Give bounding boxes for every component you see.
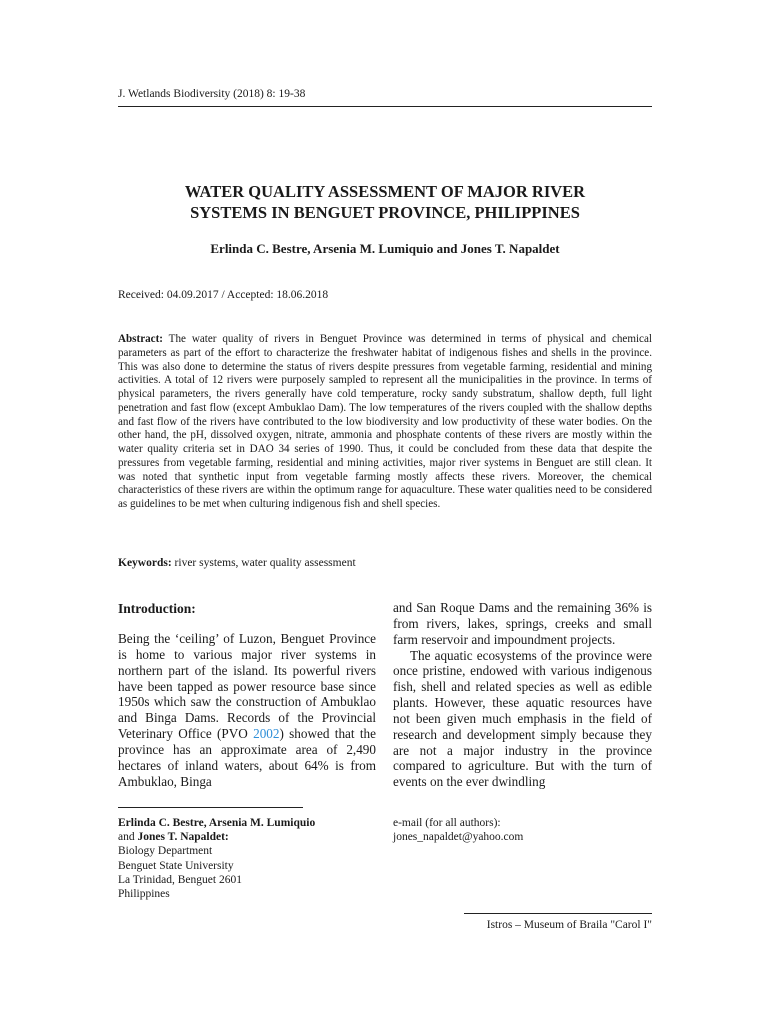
intro-right-paragraph-1: and San Roque Dams and the remaining 36% is from rivers, lakes, springs, creeks and small farm reservoir and impoundment projects. bbox=[393, 600, 652, 647]
footnote-and: and bbox=[118, 831, 138, 844]
intro-text-part1: Being the ‘ceiling’ of Luzon, Benguet Province is home to various major river systems in northern part of the island. Its powerful rivers have been tapped as power resource base since 1950s which saw the construction of Ambuklao and Binga Dams. Records of the Provincial Veterinary Office (PVO bbox=[118, 631, 376, 742]
journal-reference: J. Wetlands Biodiversity (2018) 8: 19-38 bbox=[118, 88, 306, 100]
publisher-footer: Istros – Museum of Braila "Carol I" bbox=[486, 919, 652, 931]
abstract-text: The water quality of rivers in Benguet Province was determined in terms of physical and chemical parameters as part of the effort to characterize the freshwater habitat of indigenous fishes and shells in the province. This was also done to determine the status of rivers despite pressures from vegetable farming, residential and mining activities. A total of 12 rivers were purposely sampled to represent all the municipalities in the province. In terms of physical parameters, the rivers generally have cold temperature, rocky sandy substratum, shallow depth, full light penetration and fast flow (except Ambuklao Dam). The low temperatures of the rivers coupled with the shallow depths and fast flow of the rivers have contributed to the low biodiversity and low productivity of these water bodies. On the other hand, the pH, dissolved oxygen, nitrate, ammonia and phosphate contents of these rivers are mostly within the water quality criteria set in DAO 34 series of 1990. Thus, it could be concluded from these data that despite the pressures from vegetable farming, residential and mining activities, major river systems in Benguet are still clean. It was noted that synthetic input from vegetable farming mostly affects these rivers. Moreover, the chemical characteristics of these rivers are within the optimum range for aquaculture. These water qualities need to be considered as guidelines to be met when culturing indigenous fish and shell species. bbox=[118, 333, 652, 510]
abstract bbox=[118, 333, 652, 512]
article-title bbox=[118, 181, 652, 223]
intro-right-paragraph-2: The aquatic ecosystems of the province were once pristine, endowed with various indigenous fish, shell and related species as well as edible plants. However, these aquatic resources have not been given much emphasis in the field of research and development simply because they are not a major industry in the province compared to agriculture. But with the turn of events on the ever dwindling bbox=[393, 647, 652, 790]
footnote-rule bbox=[118, 807, 303, 808]
introduction-heading: Introduction: bbox=[118, 601, 196, 616]
introduction-right-column bbox=[393, 600, 652, 790]
footer-rule bbox=[464, 913, 652, 914]
keywords-text: river systems, water quality assessment bbox=[171, 557, 356, 569]
affiliation-country: Philippines bbox=[118, 888, 170, 901]
email-address[interactable]: jones_napaldet@yahoo.com bbox=[393, 831, 524, 844]
affiliation-department: Biology Department bbox=[118, 845, 213, 858]
intro-text-part2: ) showed that the province has an approximate area of 2,490 hectares of inland waters, about 64% is from Ambuklao, Binga bbox=[118, 726, 376, 789]
affiliation-university: Benguet State University bbox=[118, 859, 234, 872]
header-rule bbox=[118, 106, 652, 107]
title-line-2: SYSTEMS IN BENGUET PROVINCE, PHILIPPINES bbox=[190, 203, 580, 222]
footnote-authors-line1: Erlinda C. Bestre, Arsenia M. Lumiquio bbox=[118, 817, 316, 829]
introduction-left-column bbox=[118, 631, 376, 789]
affiliation-city: La Trinidad, Benguet 2601 bbox=[118, 873, 242, 886]
keywords-label: Keywords: bbox=[118, 557, 172, 569]
abstract-label: Abstract: bbox=[118, 333, 163, 345]
contact-email-block bbox=[393, 816, 523, 844]
citation-link[interactable]: 2002 bbox=[253, 726, 280, 742]
title-line-1: WATER QUALITY ASSESSMENT OF MAJOR RIVER bbox=[184, 182, 586, 201]
email-label: e-mail (for all authors): bbox=[393, 817, 501, 829]
author-list: Erlinda C. Bestre, Arsenia M. Lumiquio and Jones T. Napaldet bbox=[210, 241, 560, 256]
footnote-authors-line2: Jones T. Napaldet: bbox=[137, 831, 229, 844]
author-affiliation bbox=[118, 816, 315, 901]
keywords bbox=[118, 557, 356, 569]
received-date: Received: 04.09.2017 / Accepted: 18.06.2018 bbox=[118, 289, 329, 301]
